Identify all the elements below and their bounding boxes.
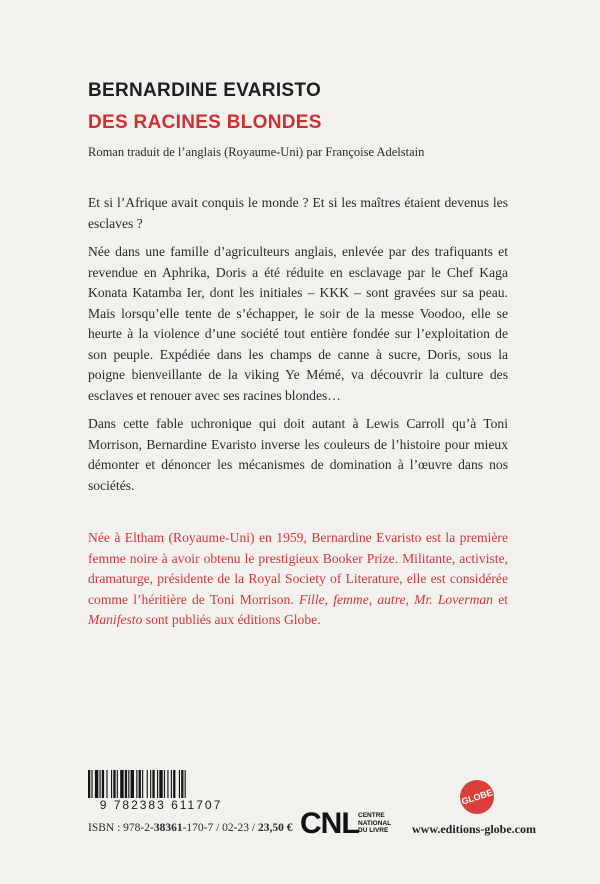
author-bio (88, 528, 508, 631)
bio-book-2: Mr. Loverman (414, 591, 493, 607)
bio-book-1: Fille, femme, autre (298, 591, 406, 607)
synopsis-paragraph-1: Et si l’Afrique avait conquis le monde ? Et si les maîtres étaient devenus les esclaves ? (88, 195, 508, 231)
barcode-number: 9 782383 611707 (99, 798, 223, 812)
publisher-website: www.editions-globe.com (412, 822, 536, 836)
cnl-caption-line-1: CENTRE (358, 812, 385, 819)
bio-sep-2: et (492, 591, 509, 607)
book-title: DES RACINES BLONDES (88, 112, 322, 133)
translation-credit: Roman traduit de l’anglais (Royaume-Uni) par Françoise Adelstain (88, 145, 425, 159)
cnl-mark: CNL (300, 807, 359, 840)
isbn-publisher-code: 38361 (153, 822, 183, 834)
synopsis-paragraph-2: Née dans une famille d’agriculteurs anglais, enlevée par des trafiquants et revendue en Aphrika, Doris a été réduite en esclavage par le Chef Kaga Konata Katamba Ier, dont les initiales – KKK – sont gravées sur sa peau. Mais lorsqu’elle tente de s’échapper, le soir de la messe Voodoo, elle se heurte à la violence d’une société tout entière fondée sur l’exploitation de son peuple. Expédiée dans les champs de canne à sucre, Doris, sous la poigne bienveillante de la viking Ye Mémé, va découvrir la culture des esclaves et renouer avec ses racines blondes… (88, 244, 508, 403)
cnl-logo (300, 806, 410, 846)
author-name: BERNARDINE EVARISTO (88, 80, 322, 101)
bio-sep-1: , (405, 591, 415, 607)
globe-logo-text: GLOBE (460, 787, 494, 807)
barcode-bars-icon (86, 770, 236, 798)
bio-tail: sont publiés aux éditions Globe. (142, 612, 321, 627)
globe-publisher-logo (460, 780, 494, 814)
bio-book-3: Manifesto (88, 612, 143, 627)
bio-text: Née à Eltham (Royaume-Uni) en 1959, Bernardine Evaristo est la première femme noire à avoir obtenu le prestigieux Booker Prize. Militante, activiste, dramaturge, présidente de la Royal Society of Literature, elle est considérée comme l’héritière de Toni Morrison. (88, 530, 508, 607)
cnl-caption (358, 812, 406, 835)
synopsis-paragraph-3: Dans cette fable uchronique qui doit autant à Lewis Carroll qu’à Toni Morrison, Bernardine Evaristo inverse les couleurs de l’histoire pour mieux démonter et dénoncer les mécanismes de domination à l’œuvre dans nos sociétés. (88, 416, 508, 493)
price: 23,50 € (257, 822, 293, 834)
barcode (86, 770, 236, 820)
isbn-line (88, 822, 292, 834)
cnl-caption-line-2: NATIONAL (358, 819, 392, 827)
cnl-caption-line-3: DU LIVRE (358, 827, 389, 834)
isbn-prefix: ISBN : 978-2- (88, 822, 154, 834)
isbn-rest: -170-7 / 02-23 / (182, 822, 258, 834)
